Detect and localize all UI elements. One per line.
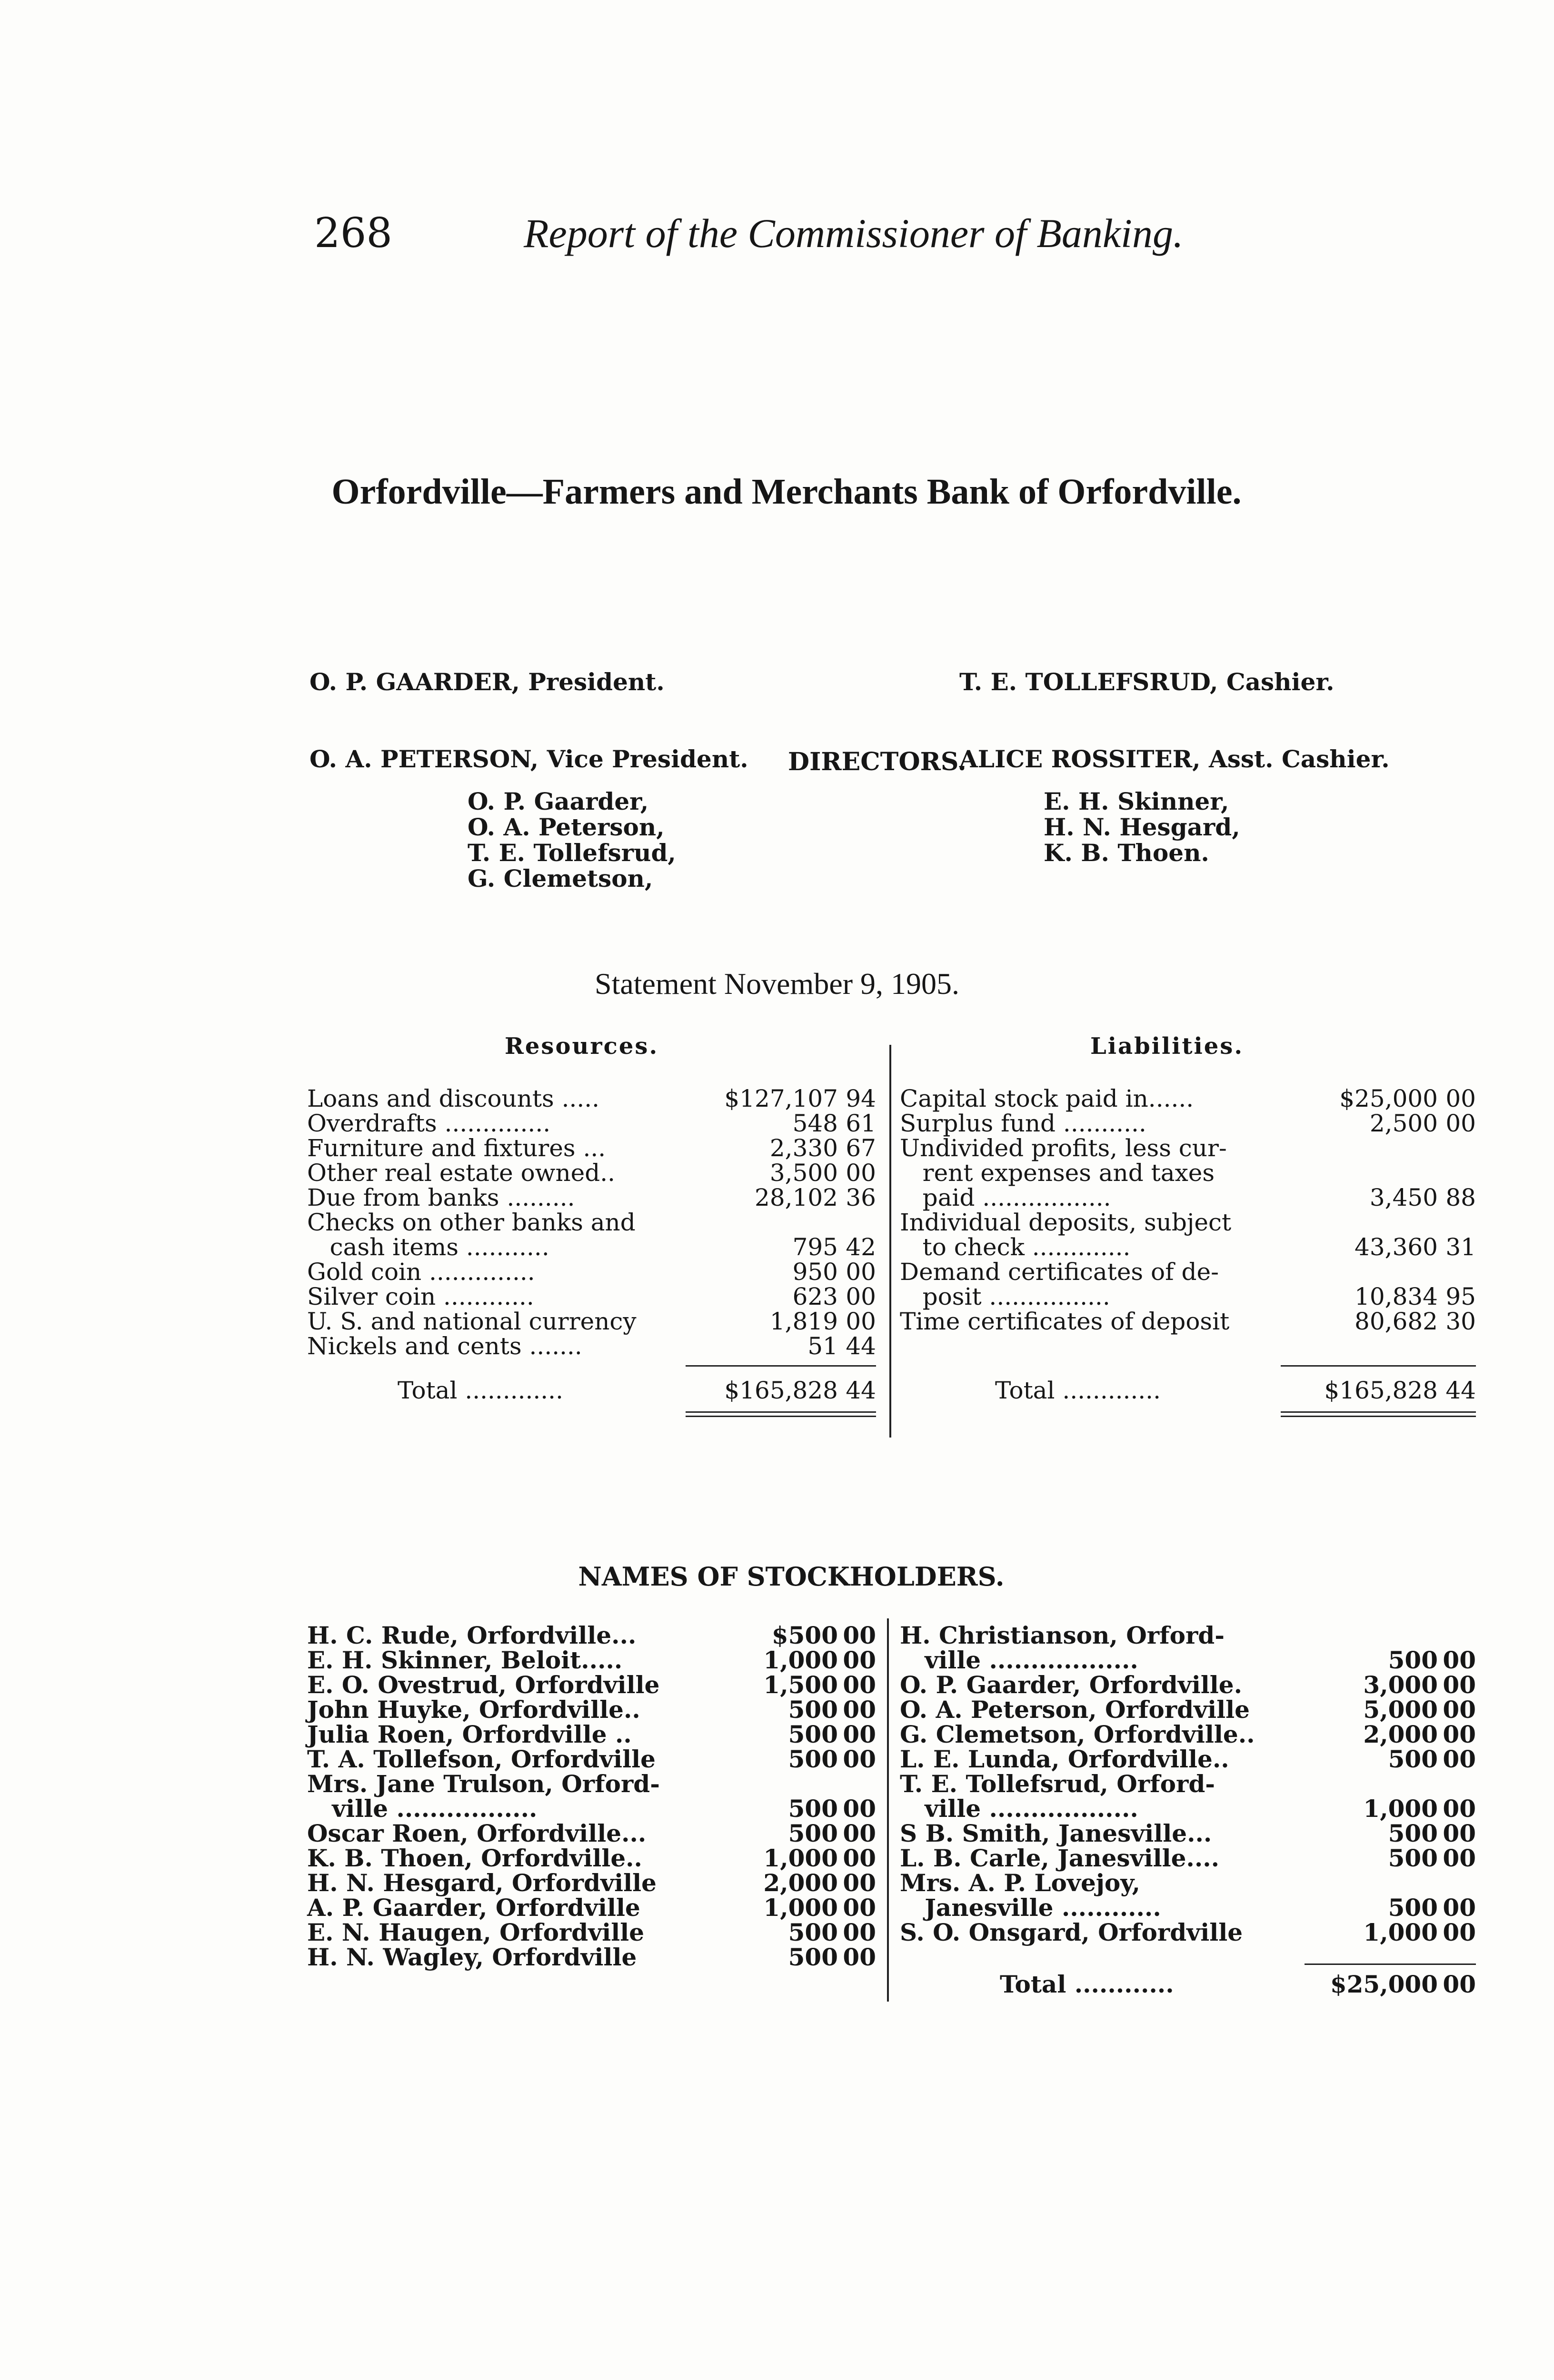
entry-label: ville ................. xyxy=(307,1795,538,1823)
liability-row xyxy=(900,1259,1478,1284)
entry-dollars: 5,000 xyxy=(1363,1696,1438,1724)
entry-cents: 00 xyxy=(1443,1720,1476,1748)
liability-row xyxy=(900,1210,1478,1235)
entry-label: Furniture and fixtures ... xyxy=(307,1134,606,1162)
resource-row xyxy=(307,1111,878,1136)
entry-dollars: 500 xyxy=(1388,1745,1438,1773)
entry-label: K. B. Thoen, Orfordville.. xyxy=(307,1844,642,1872)
entry-dollars: 500 xyxy=(788,1696,838,1724)
entry-label: H. C. Rude, Orfordville... xyxy=(307,1621,637,1649)
entry-dollars: 500 xyxy=(1388,1646,1438,1674)
officer-cashier: T. E. TOLLEFSRUD, Cashier. xyxy=(959,668,1335,696)
entry-dollars: 1,000 xyxy=(1363,1918,1438,1946)
entry-dollars: 500 xyxy=(788,1819,838,1847)
resource-row xyxy=(307,1185,878,1210)
entry-cents: 00 xyxy=(1443,1795,1476,1823)
entry-cents: 00 xyxy=(1443,1646,1476,1674)
entry-label: paid ................. xyxy=(900,1184,1111,1211)
liability-row xyxy=(900,1284,1478,1309)
liabilities-double-rule xyxy=(1281,1411,1476,1417)
stockholder-row xyxy=(307,1821,878,1846)
entry-cents: 36 xyxy=(846,1184,876,1211)
entry-dollars: 43,360 xyxy=(1355,1233,1438,1261)
liabilities-heading: Liabilities. xyxy=(1090,1033,1244,1060)
resource-row xyxy=(307,1235,878,1259)
officers-left xyxy=(309,618,748,798)
total-label: Total ............. xyxy=(995,1377,1161,1404)
entry-label: Silver coin ............ xyxy=(307,1283,534,1310)
stockholder-row xyxy=(307,1871,878,1895)
stockholder-row xyxy=(307,1697,878,1722)
entry-cents: 00 xyxy=(1443,1819,1476,1847)
entry-label: S. O. Onsgard, Orfordville xyxy=(900,1918,1243,1946)
entry-dollars: 950 xyxy=(792,1258,838,1286)
entry-label: Loans and discounts ..... xyxy=(307,1085,600,1112)
entry-label: John Huyke, Orfordville.. xyxy=(307,1696,640,1724)
entry-cents: 00 xyxy=(1445,1110,1476,1137)
resource-row xyxy=(307,1334,878,1359)
entry-cents: 00 xyxy=(843,1869,876,1897)
entry-dollars: 500 xyxy=(1388,1844,1438,1872)
entry-dollars: 2,000 xyxy=(763,1869,838,1897)
entry-label: G. Clemetson, Orfordville.. xyxy=(900,1720,1255,1748)
stockholder-row xyxy=(900,1920,1478,1945)
stockholders-heading: NAMES OF STOCKHOLDERS. xyxy=(578,1561,1005,1592)
entry-label: E. O. Ovestrud, Orfordville xyxy=(307,1671,660,1699)
stockholder-row xyxy=(307,1722,878,1747)
directors-right xyxy=(1044,789,1240,866)
stockholder-row xyxy=(307,1945,878,1970)
officers-right xyxy=(959,618,1390,798)
entry-cents: 30 xyxy=(1445,1308,1476,1335)
stockholder-row xyxy=(307,1796,878,1821)
total-dollars: $165,828 xyxy=(724,1377,838,1404)
stockholders-left-list xyxy=(307,1623,878,1970)
entry-cents: 00 xyxy=(843,1720,876,1748)
entry-label: Demand certificates of de- xyxy=(900,1258,1219,1286)
entry-label: H. N. Wagley, Orfordville xyxy=(307,1943,637,1971)
liability-row xyxy=(900,1160,1478,1185)
page-running-title: Report of the Commissioner of Banking. xyxy=(524,210,1184,256)
entry-cents: 94 xyxy=(846,1085,876,1112)
director-name: O. A. Peterson, xyxy=(468,813,665,841)
entry-label: Undivided profits, less cur- xyxy=(900,1134,1227,1162)
entry-cents: 61 xyxy=(846,1110,876,1137)
entry-dollars: 28,102 xyxy=(755,1184,838,1211)
entry-label: Due from banks ......... xyxy=(307,1184,575,1211)
total-label: Total ............. xyxy=(398,1377,563,1404)
stockholders-total xyxy=(900,1972,1478,1997)
entry-cents: 00 xyxy=(843,1819,876,1847)
entry-label: L. B. Carle, Janesville.... xyxy=(900,1844,1220,1872)
stockholder-row xyxy=(900,1623,1478,1648)
entry-dollars: 10,834 xyxy=(1355,1283,1438,1310)
total-cents: 44 xyxy=(1445,1377,1476,1404)
resources-total xyxy=(307,1378,878,1403)
entry-label: rent expenses and taxes xyxy=(900,1159,1215,1187)
entry-label: Surplus fund ........... xyxy=(900,1110,1146,1137)
entry-dollars: 1,000 xyxy=(1363,1795,1438,1823)
entry-label: H. N. Hesgard, Orfordville xyxy=(307,1869,657,1897)
entry-label: ville .................. xyxy=(900,1795,1138,1823)
director-name: T. E. Tollefsrud, xyxy=(468,839,676,867)
entry-label: Gold coin .............. xyxy=(307,1258,535,1286)
resources-double-rule xyxy=(686,1411,876,1417)
stockholder-row xyxy=(900,1895,1478,1920)
entry-label: T. E. Tollefsrud, Orford- xyxy=(900,1770,1215,1798)
entry-cents: 00 xyxy=(846,1159,876,1187)
entry-cents: 00 xyxy=(1443,1745,1476,1773)
entry-dollars: $127,107 xyxy=(724,1085,838,1112)
entry-cents: 00 xyxy=(843,1671,876,1699)
entry-dollars: 3,000 xyxy=(1363,1671,1438,1699)
entry-cents: 00 xyxy=(1443,1894,1476,1922)
entry-label: to check ............. xyxy=(900,1233,1131,1261)
directors-left xyxy=(468,789,676,892)
entry-dollars: 3,450 xyxy=(1369,1184,1438,1211)
directors-heading: DIRECTORS. xyxy=(788,747,966,776)
resources-heading: Resources. xyxy=(505,1033,659,1060)
entry-label: E. H. Skinner, Beloit..... xyxy=(307,1646,623,1674)
stockholder-row xyxy=(900,1673,1478,1697)
stockholder-row xyxy=(307,1747,878,1772)
entry-label: Individual deposits, subject xyxy=(900,1209,1232,1236)
stockholders-divider xyxy=(887,1618,889,2002)
entry-dollars: 3,500 xyxy=(769,1159,838,1187)
liability-row xyxy=(900,1185,1478,1210)
total-label: Total ............ xyxy=(1000,1970,1174,1998)
entry-dollars: $500 xyxy=(771,1621,838,1649)
liability-row xyxy=(900,1086,1478,1111)
entry-dollars: 1,500 xyxy=(763,1671,838,1699)
resources-table xyxy=(307,1086,878,1359)
entry-cents: 00 xyxy=(843,1918,876,1946)
statement-title: Statement November 9, 1905. xyxy=(594,967,960,1001)
entry-label: H. Christianson, Orford- xyxy=(900,1621,1225,1649)
entry-dollars: 2,330 xyxy=(769,1134,838,1162)
entry-cents: 67 xyxy=(846,1134,876,1162)
entry-label: Other real estate owned.. xyxy=(307,1159,616,1187)
director-name: O. P. Gaarder, xyxy=(468,787,649,815)
total-cents: 44 xyxy=(846,1377,876,1404)
entry-cents: 00 xyxy=(846,1258,876,1286)
resources-total-rule xyxy=(686,1365,876,1367)
director-name: E. H. Skinner, xyxy=(1044,787,1229,815)
entry-cents: 00 xyxy=(843,1894,876,1922)
entry-label: ville .................. xyxy=(900,1646,1138,1674)
entry-dollars: 500 xyxy=(788,1943,838,1971)
stockholder-row xyxy=(307,1846,878,1871)
entry-cents: 00 xyxy=(843,1745,876,1773)
entry-cents: 00 xyxy=(843,1943,876,1971)
entry-label: Mrs. Jane Trulson, Orford- xyxy=(307,1770,660,1798)
statement-divider xyxy=(889,1045,891,1438)
entry-cents: 00 xyxy=(843,1621,876,1649)
entry-cents: 00 xyxy=(1443,1844,1476,1872)
entry-dollars: 500 xyxy=(788,1795,838,1823)
entry-dollars: 1,000 xyxy=(763,1894,838,1922)
director-name: G. Clemetson, xyxy=(468,864,653,892)
entry-dollars: 500 xyxy=(788,1720,838,1748)
entry-label: Overdrafts .............. xyxy=(307,1110,551,1137)
resource-row xyxy=(307,1259,878,1284)
entry-label: Time certificates of deposit xyxy=(900,1308,1230,1335)
entry-label: posit ................ xyxy=(900,1283,1110,1310)
stockholder-row xyxy=(900,1871,1478,1895)
officer-vice-president: O. A. PETERSON, Vice President. xyxy=(309,745,748,773)
liability-row xyxy=(900,1136,1478,1160)
entry-label: Checks on other banks and xyxy=(307,1209,636,1236)
resources-total-row xyxy=(307,1378,878,1403)
entry-dollars: 80,682 xyxy=(1355,1308,1438,1335)
page-number: 268 xyxy=(314,209,393,257)
entry-cents: 00 xyxy=(1443,1918,1476,1946)
stockholder-row xyxy=(307,1895,878,1920)
entry-dollars: 2,000 xyxy=(1363,1720,1438,1748)
director-name: H. N. Hesgard, xyxy=(1044,813,1240,841)
entry-cents: 00 xyxy=(846,1283,876,1310)
liabilities-table xyxy=(900,1086,1478,1334)
entry-label: E. N. Haugen, Orfordville xyxy=(307,1918,645,1946)
entry-dollars: 1,000 xyxy=(763,1646,838,1674)
entry-dollars: 1,000 xyxy=(763,1844,838,1872)
resource-row xyxy=(307,1160,878,1185)
resource-row xyxy=(307,1210,878,1235)
entry-label: O. A. Peterson, Orfordville xyxy=(900,1696,1250,1724)
liabilities-total xyxy=(900,1378,1478,1403)
stockholders-total-rule xyxy=(1305,1964,1476,1965)
stockholders-total-row xyxy=(900,1972,1478,1997)
entry-label: Janesville ............ xyxy=(900,1894,1161,1922)
liabilities-total-rule xyxy=(1281,1365,1476,1367)
entry-label: Nickels and cents ....... xyxy=(307,1332,582,1360)
entry-dollars: 548 xyxy=(792,1110,838,1137)
resource-row xyxy=(307,1086,878,1111)
stockholder-row xyxy=(900,1697,1478,1722)
total-dollars: $25,000 xyxy=(1330,1970,1438,1998)
stockholder-row xyxy=(900,1747,1478,1772)
stockholder-row xyxy=(307,1673,878,1697)
entry-cents: 42 xyxy=(846,1233,876,1261)
stockholder-row xyxy=(900,1846,1478,1871)
entry-label: Oscar Roen, Orfordville... xyxy=(307,1819,647,1847)
entry-label: Julia Roen, Orfordville .. xyxy=(307,1720,632,1748)
stockholder-row xyxy=(900,1722,1478,1747)
bank-title: Orfordville—Farmers and Merchants Bank of Orfordville. xyxy=(331,472,1242,512)
total-cents: 00 xyxy=(1443,1970,1476,1998)
total-dollars: $165,828 xyxy=(1324,1377,1438,1404)
stockholder-row xyxy=(307,1648,878,1673)
entry-label: L. E. Lunda, Orfordville.. xyxy=(900,1745,1229,1773)
resource-row xyxy=(307,1284,878,1309)
entry-dollars: 2,500 xyxy=(1369,1110,1438,1137)
entry-cents: 00 xyxy=(1443,1671,1476,1699)
entry-cents: 31 xyxy=(1445,1233,1476,1261)
entry-dollars: 623 xyxy=(792,1283,838,1310)
entry-label: Capital stock paid in...... xyxy=(900,1085,1194,1112)
stockholder-row xyxy=(900,1648,1478,1673)
entry-label: U. S. and national currency xyxy=(307,1308,637,1335)
entry-dollars: 1,819 xyxy=(769,1308,838,1335)
entry-dollars: $25,000 xyxy=(1339,1085,1438,1112)
entry-dollars: 51 xyxy=(807,1332,838,1360)
entry-cents: 95 xyxy=(1445,1283,1476,1310)
entry-dollars: 500 xyxy=(1388,1819,1438,1847)
stockholder-row xyxy=(900,1821,1478,1846)
entry-cents: 00 xyxy=(843,1646,876,1674)
liability-row xyxy=(900,1235,1478,1259)
entry-dollars: 795 xyxy=(792,1233,838,1261)
entry-label: O. P. Gaarder, Orfordville. xyxy=(900,1671,1243,1699)
director-name: K. B. Thoen. xyxy=(1044,839,1209,867)
stockholder-row xyxy=(900,1796,1478,1821)
entry-cents: 00 xyxy=(1445,1085,1476,1112)
liability-row xyxy=(900,1111,1478,1136)
liability-row xyxy=(900,1309,1478,1334)
entry-label: A. P. Gaarder, Orfordville xyxy=(307,1894,640,1922)
entry-cents: 00 xyxy=(1443,1696,1476,1724)
stockholder-row xyxy=(307,1623,878,1648)
entry-cents: 00 xyxy=(843,1795,876,1823)
entry-dollars: 500 xyxy=(1388,1894,1438,1922)
entry-label: T. A. Tollefson, Orfordville xyxy=(307,1745,656,1773)
resource-row xyxy=(307,1136,878,1160)
entry-cents: 00 xyxy=(846,1308,876,1335)
resource-row xyxy=(307,1309,878,1334)
entry-cents: 88 xyxy=(1445,1184,1476,1211)
officer-asst-cashier: ALICE ROSSITER, Asst. Cashier. xyxy=(959,745,1390,773)
stockholder-row xyxy=(307,1772,878,1796)
entry-label: S B. Smith, Janesville... xyxy=(900,1819,1212,1847)
stockholder-row xyxy=(900,1772,1478,1796)
entry-cents: 00 xyxy=(843,1696,876,1724)
entry-dollars: 500 xyxy=(788,1745,838,1773)
officer-president: O. P. GAARDER, President. xyxy=(309,668,665,696)
entry-label: Mrs. A. P. Lovejoy, xyxy=(900,1869,1140,1897)
entry-dollars: 500 xyxy=(788,1918,838,1946)
entry-cents: 44 xyxy=(846,1332,876,1360)
liabilities-total-row xyxy=(900,1378,1478,1403)
entry-label: cash items ........... xyxy=(307,1233,549,1261)
stockholder-row xyxy=(307,1920,878,1945)
entry-cents: 00 xyxy=(843,1844,876,1872)
stockholders-right-list xyxy=(900,1623,1478,1945)
